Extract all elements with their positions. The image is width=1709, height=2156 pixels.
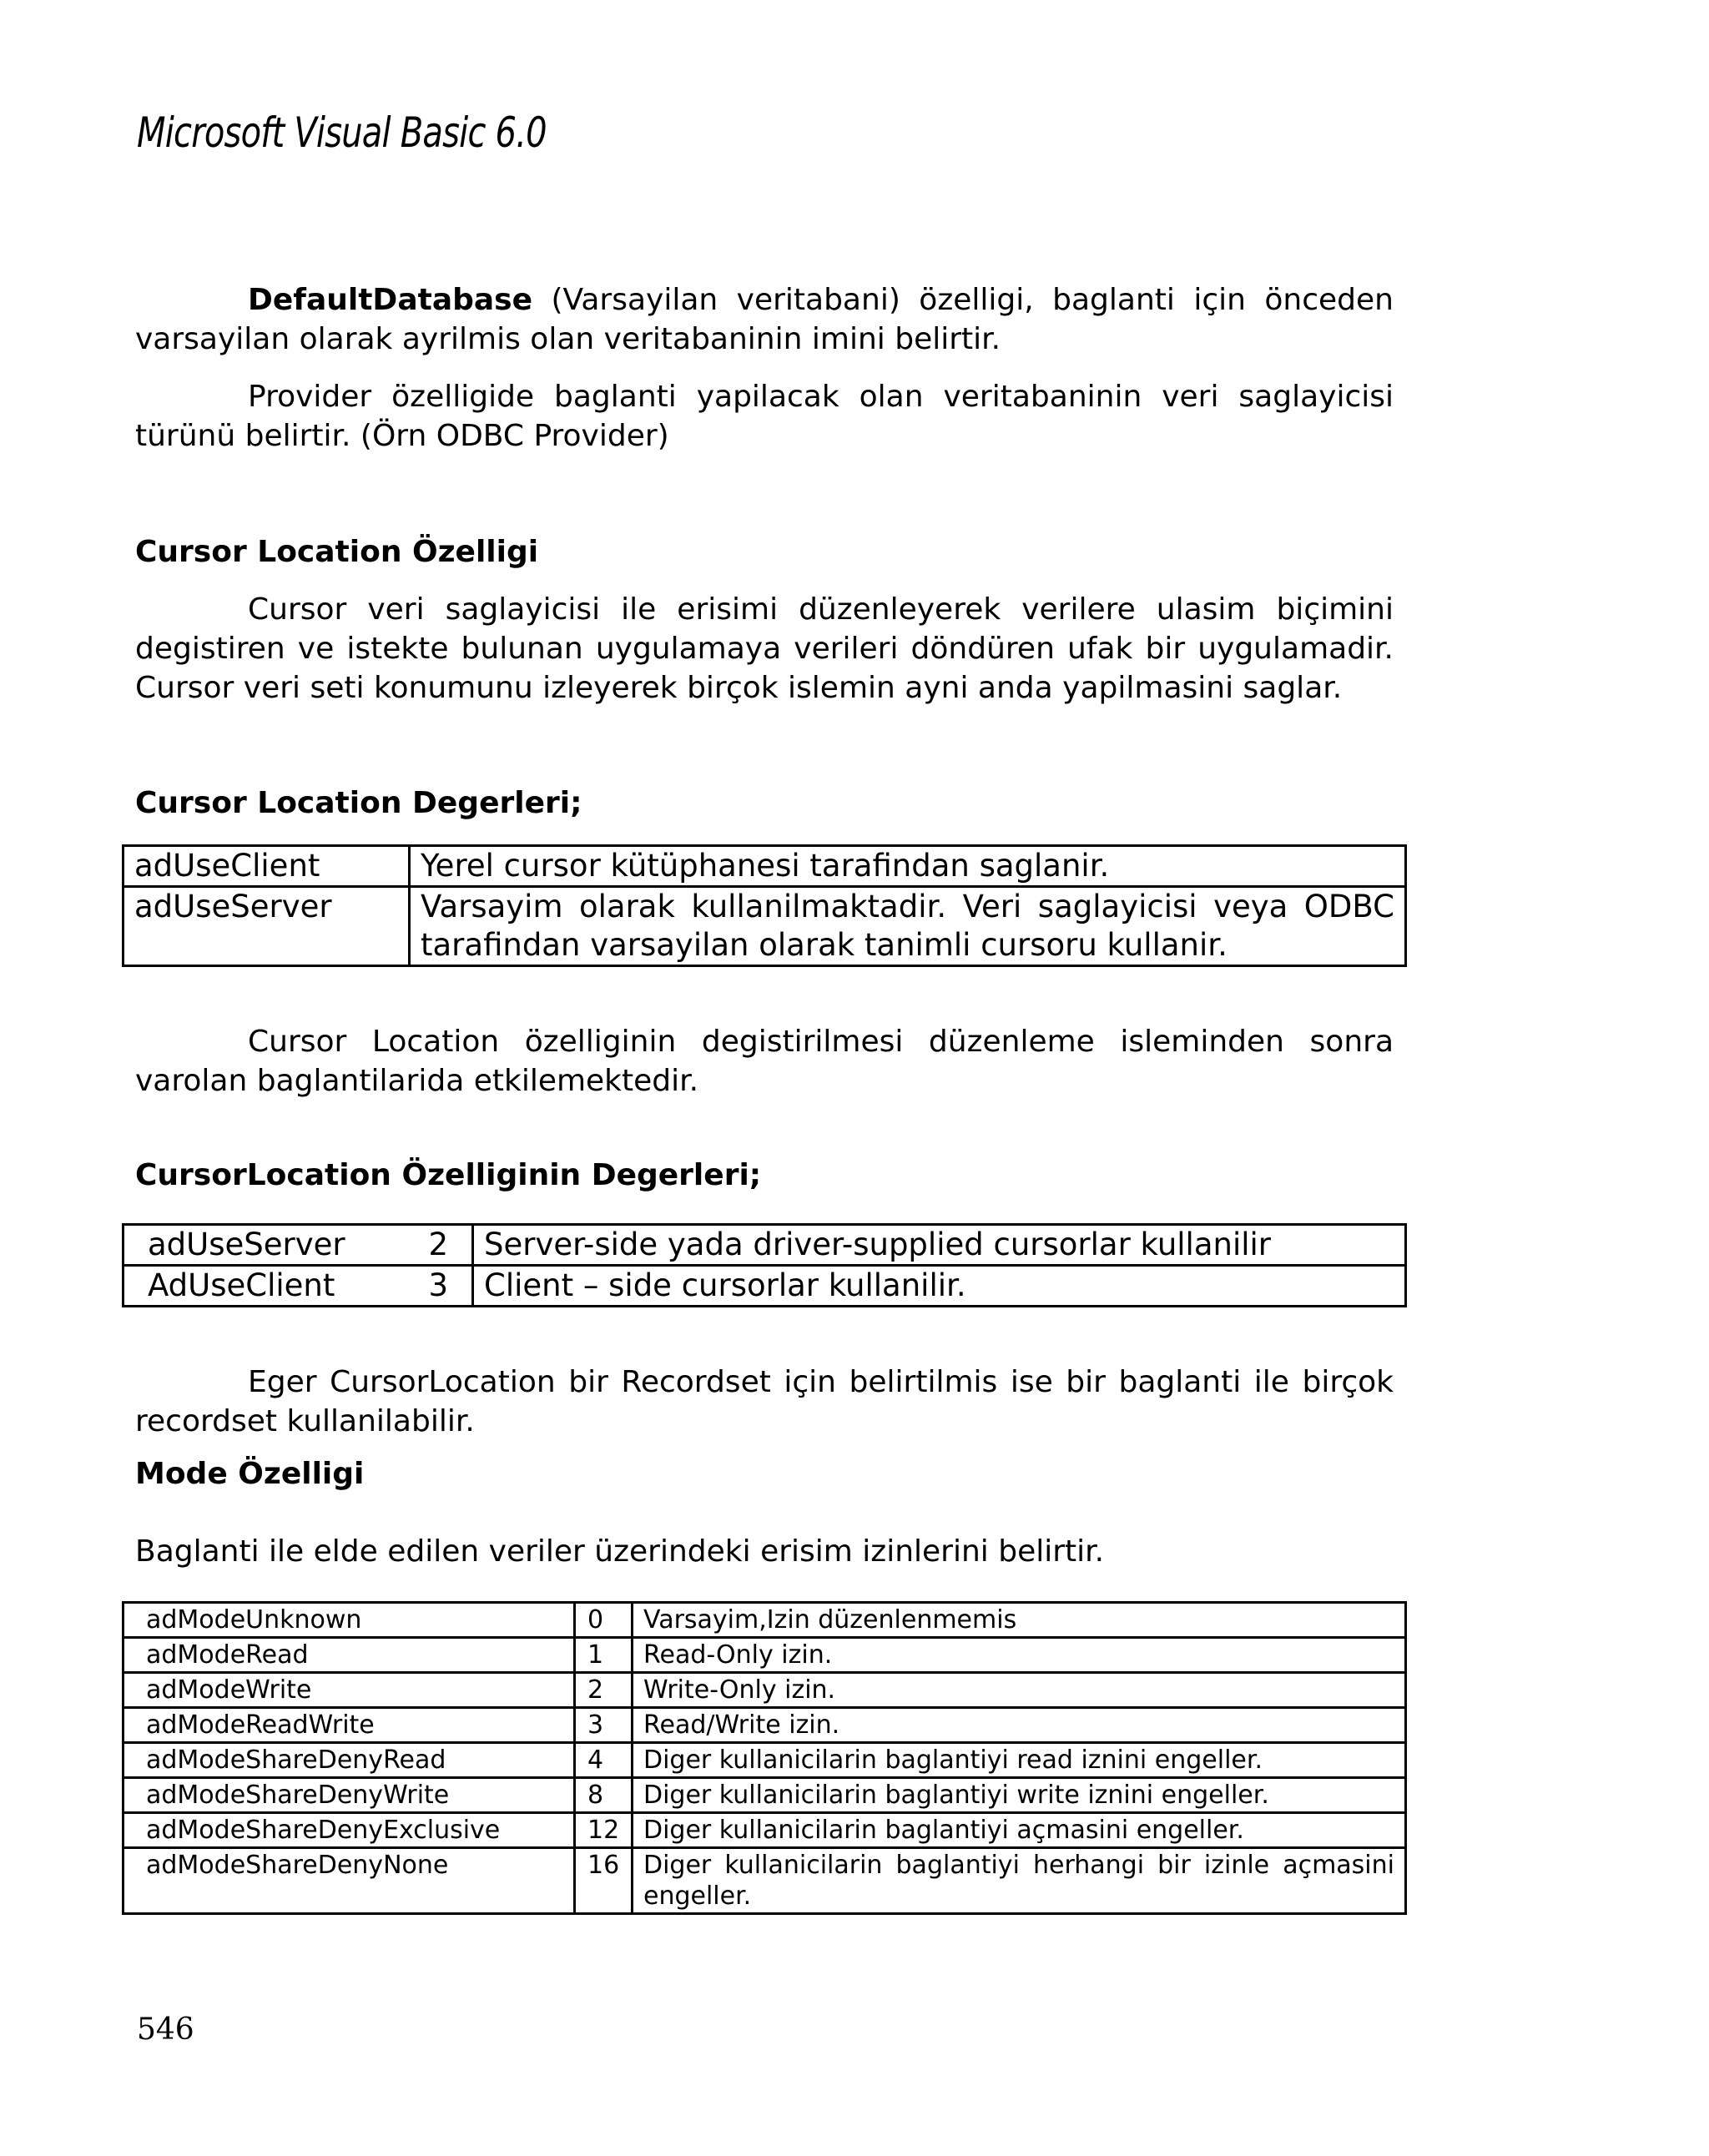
- mode-values-table: [122, 1601, 1407, 1915]
- table-cell-description: Read/Write izin.: [633, 1708, 1406, 1743]
- cursor-location-values-heading: Cursor Location Degerleri;: [135, 786, 582, 820]
- default-database-paragraph: [135, 280, 1394, 359]
- page-content: [135, 280, 1394, 1915]
- cursor-location-values-table: [122, 844, 1407, 967]
- table-cell-name: AdUseClient: [148, 1267, 335, 1303]
- table-cell-name-value: [124, 1266, 473, 1307]
- table-cell-value: 8: [575, 1778, 633, 1813]
- table-row: [124, 1638, 1406, 1673]
- table-cell-name: adModeUnknown: [124, 1603, 575, 1638]
- table-cell-description: Yerel cursor kütüphanesi tarafindan saglanir.: [410, 846, 1406, 887]
- table-cell-value: 1: [575, 1638, 633, 1673]
- table-cell-name: adModeReadWrite: [124, 1708, 575, 1743]
- table-cell-description: Diger kullanicilarin baglantiyi read iznini engeller.: [633, 1743, 1406, 1778]
- cursor-location-change-paragraph: Cursor Location özelliginin degistirilmesi düzenleme isleminden sonra varolan baglantilarida etkilemektedir.: [135, 1025, 1394, 1098]
- table-cell-name: adUseServer: [148, 1227, 345, 1262]
- table-cell-description: Diger kullanicilarin baglantiyi herhangi bir izinle açmasini engeller.: [633, 1848, 1406, 1914]
- table-cell-value: 4: [575, 1743, 633, 1778]
- table-row: [124, 1778, 1406, 1813]
- default-database-text: (Varsayilan veritabani) özelligi, baglanti için önceden varsayilan olarak ayrilmis olan veritabaninin imini belirtir.: [135, 283, 1394, 356]
- cursorlocation-property-values-table: [122, 1223, 1407, 1307]
- table-cell-description: Varsayim,Izin düzenlenmemis: [633, 1603, 1406, 1638]
- table-cell-description: Write-Only izin.: [633, 1673, 1406, 1708]
- page-header-title: Microsoft Visual Basic 6.0: [137, 108, 547, 157]
- table-row: [124, 1708, 1406, 1743]
- table-cell-name: adUseClient: [124, 846, 410, 887]
- table-cell-description: Diger kullanicilarin baglantiyi write iznini engeller.: [633, 1778, 1406, 1813]
- mode-paragraph: Baglanti ile elde edilen veriler üzerindeki erisim izinlerini belirtir.: [135, 1534, 1105, 1569]
- table-cell-name: adModeShareDenyWrite: [124, 1778, 575, 1813]
- table-cell-name: adModeRead: [124, 1638, 575, 1673]
- table-cell-value: 2: [575, 1673, 633, 1708]
- table-row: [124, 887, 1406, 966]
- table-cell-value: 0: [575, 1603, 633, 1638]
- recordset-paragraph: Eger CursorLocation bir Recordset için belirtilmis ise bir baglanti ile birçok recordset kullanilabilir.: [135, 1365, 1394, 1438]
- default-database-term: DefaultDatabase: [248, 283, 533, 317]
- cursor-location-paragraph: Cursor veri saglayicisi ile erisimi düzenleyerek verilere ulasim biçimini degistiren ve istekte bulunan uygulamaya verileri döndüren ufak bir uygulamadir. Cursor veri seti konumunu izleyerek birçok islemin ayni anda yapilmasini saglar.: [135, 592, 1394, 705]
- table-cell-description: Diger kullanicilarin baglantiyi açmasini engeller.: [633, 1813, 1406, 1848]
- table-cell-value: 3: [428, 1267, 448, 1303]
- table-row: [124, 846, 1406, 887]
- cursorlocation-property-values-heading: CursorLocation Özelliginin Degerleri;: [135, 1158, 762, 1192]
- table-cell-name: adUseServer: [124, 887, 410, 966]
- table-row: [124, 1266, 1406, 1307]
- table-cell-value: 2: [428, 1227, 448, 1262]
- table-cell-value: 3: [575, 1708, 633, 1743]
- table-cell-value: 16: [575, 1848, 633, 1914]
- table-cell-description: Varsayim olarak kullanilmaktadir. Veri saglayicisi veya ODBC tarafindan varsayilan olarak tanimli cursoru kullanir.: [410, 887, 1406, 966]
- table-cell-name: adModeWrite: [124, 1673, 575, 1708]
- table-row: [124, 1225, 1406, 1266]
- table-cell-name-value: [124, 1225, 473, 1266]
- table-cell-name: adModeShareDenyNone: [124, 1848, 575, 1914]
- table-cell-value: 12: [575, 1813, 633, 1848]
- table-row: [124, 1603, 1406, 1638]
- table-row: [124, 1743, 1406, 1778]
- page-number: 546: [137, 2012, 194, 2047]
- table-cell-description: Client – side cursorlar kullanilir.: [473, 1266, 1406, 1307]
- table-row: [124, 1673, 1406, 1708]
- table-cell-description: Server-side yada driver-supplied cursorlar kullanilir: [473, 1225, 1406, 1266]
- table-row: [124, 1848, 1406, 1914]
- provider-paragraph: Provider özelligide baglanti yapilacak olan veritabaninin veri saglayicisi türünü belirtir. (Örn ODBC Provider): [135, 380, 1394, 453]
- table-row: [124, 1813, 1406, 1848]
- table-cell-description: Read-Only izin.: [633, 1638, 1406, 1673]
- mode-heading: Mode Özelligi: [135, 1457, 365, 1491]
- table-cell-name: adModeShareDenyExclusive: [124, 1813, 575, 1848]
- cursor-location-heading: Cursor Location Özelligi: [135, 535, 539, 569]
- table-cell-name: adModeShareDenyRead: [124, 1743, 575, 1778]
